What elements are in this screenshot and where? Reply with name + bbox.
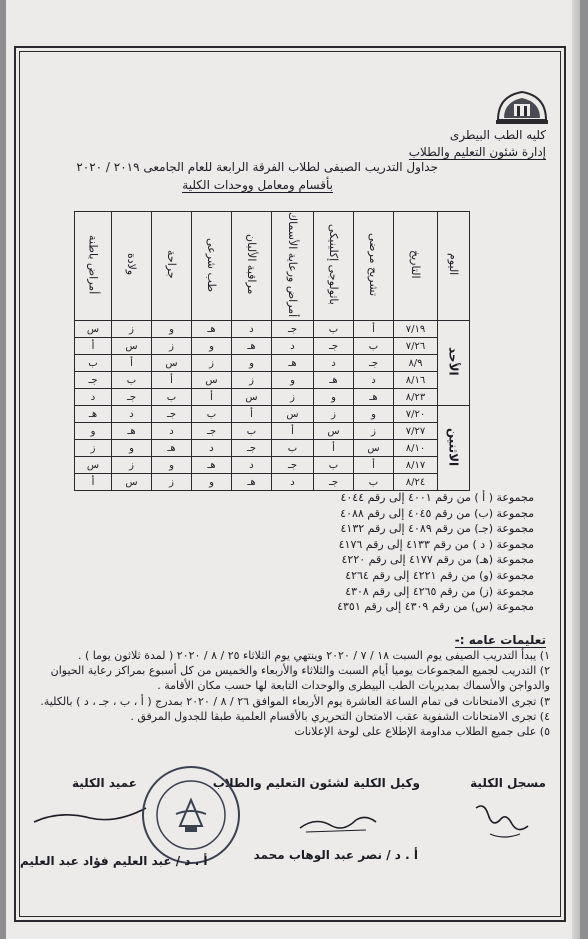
table-row [75,457,470,474]
table-cell: س [272,406,314,423]
table-header-row [75,212,470,321]
table-cell: أ [272,423,314,440]
table-cell: جـ [192,423,232,440]
day-cell: الاثنين [438,406,470,491]
date-cell: ٨/١٠ [394,440,438,457]
table-cell: ز [192,355,232,372]
table-cell: جـ [75,372,112,389]
table-row [75,372,470,389]
table-cell: أ [232,406,272,423]
table-cell: هـ [152,440,192,457]
table-cell: د [232,457,272,474]
table-cell: ب [354,338,394,355]
group-range-item: مجموعة (هـ) من رقم ٤١٧٧ إلى رقم ٤٢٢٠ [341,553,534,567]
column-header: باثولوجى إكلينيكى [314,212,354,321]
date-cell: ٧/٢٠ [394,406,438,423]
instruction-item: ٥) على جميع الطلاب مداومة الإطلاع على لوحة الإعلانات [294,725,550,739]
column-header: مراقبة الألبان [232,212,272,321]
day-cell: الأحد [438,321,470,406]
table-cell: س [75,321,112,338]
table-row [75,440,470,457]
faculty-name: كليه الطب البيطرى [449,128,546,142]
table-cell: ب [192,406,232,423]
column-header: ولادة [112,212,152,321]
vice-dean-signature [296,808,380,838]
table-cell: أ [192,389,232,406]
table-row [75,321,470,338]
group-range-item: مجموعة (و) من رقم ٤٢٢١ إلى رقم ٤٢٦٤ [345,568,534,582]
instructions-title: تعليمات عامه :- [454,633,546,647]
table-cell: جـ [314,474,354,491]
table-cell: أ [354,321,394,338]
date-cell: ٧/١٩ [394,321,438,338]
table-cell: و [232,355,272,372]
official-seal-icon [140,764,242,866]
table-cell: هـ [232,474,272,491]
registrar-title: مسجل الكلية [470,776,546,790]
table-cell: هـ [75,406,112,423]
group-range-item: مجموعة (ز) من رقم ٤٢٦٥ إلى رقم ٤٣٠٨ [345,584,534,598]
table-cell: س [75,457,112,474]
table-cell: جـ [314,338,354,355]
table-cell: جـ [272,457,314,474]
table-cell: د [272,338,314,355]
table-cell: و [354,406,394,423]
table-cell: ز [354,423,394,440]
table-row [75,355,470,372]
table-row [75,338,470,355]
group-range-item: مجموعة ( أ ) من رقم ٤٠٠١ إلى رقم ٤٠٤٤ [340,491,534,504]
registrar-signature [470,798,540,842]
group-range-item: مجموعة (س) من رقم ٤٣٠٩ إلى رقم ٤٣٥١ [337,600,534,614]
group-ranges [337,490,534,615]
table-cell: هـ [314,372,354,389]
table-cell: س [192,372,232,389]
vice-dean-title: وكيل الكلية لشئون التعليم والطلاب [212,776,420,790]
department-name: إدارة شئون التعليم والطلاب [408,145,546,159]
date-cell: ٨/١٦ [394,372,438,389]
table-row [75,423,470,440]
table-cell: و [272,372,314,389]
table-cell: ز [112,321,152,338]
table-cell: جـ [272,321,314,338]
table-cell: و [112,440,152,457]
table-cell: س [112,474,152,491]
table-cell: ز [112,457,152,474]
table-cell: ب [232,423,272,440]
table-cell: و [75,423,112,440]
table-cell: و [314,389,354,406]
instruction-item: ٣) تجرى الامتحانات فى تمام الساعة العاشرة يوم الأربعاء الموافق ٢٦ / ٨ / ٢٠٢٠ بمدرج ( أ ، ب ، جـ ، د ) بالكلية. [40,694,550,708]
table-cell: س [112,338,152,355]
table-cell: ب [152,389,192,406]
table-cell: و [152,321,192,338]
document-title: جداول التدريب الصيفى لطلاب الفرقة الرابعة للعام الجامعى ٢٠١٩ / ٢٠٢٠ [76,160,438,174]
table-cell: ز [75,440,112,457]
table-cell: أ [75,338,112,355]
table-cell: هـ [192,321,232,338]
dean-name: أ . د / عبد العليم فؤاد عبد العليم [20,854,208,868]
column-header: جراحة [152,212,192,321]
table-cell: هـ [192,457,232,474]
table-cell: د [112,406,152,423]
column-header: طب شرعى [192,212,232,321]
instruction-item: ٢) التدريب لجميع المجموعات يوميا أيام السبت والثلاثاء والأربعاء والخميس من كل أسبوع بمراكز رعاية الحيوان والدواجن والأسماك بمديريات الطب البيطرى والوحدات التابعة لها حسب مكان الأقامة . [50,664,550,693]
table-row [75,389,470,406]
table-cell: أ [354,457,394,474]
table-cell: س [354,440,394,457]
table-cell: ب [314,321,354,338]
column-header: اليوم [438,212,470,321]
university-logo-icon [492,86,552,126]
table-cell: د [232,321,272,338]
date-cell: ٨/٢٣ [394,389,438,406]
table-cell: ز [232,372,272,389]
dean-signature [30,800,150,830]
table-cell: ب [272,440,314,457]
table-cell: ب [112,372,152,389]
table-cell: ب [354,474,394,491]
table-cell: هـ [232,338,272,355]
group-range-item: مجموعة (جـ) من رقم ٤٠٨٩ إلى رقم ٤١٣٢ [340,522,534,536]
table-cell: س [152,355,192,372]
table-cell: جـ [152,406,192,423]
column-header: تشريح مرضى [354,212,394,321]
table-cell: ز [152,338,192,355]
table-cell: جـ [232,440,272,457]
table-cell: د [152,423,192,440]
table-cell: د [354,372,394,389]
vice-dean-name: أ . د / نصر عبد الوهاب محمد [253,848,418,862]
document-subtitle: بأقسام ومعامل ووحدات الكلية [182,178,333,192]
table-cell: د [192,440,232,457]
date-cell: ٨/٢٤ [394,474,438,491]
training-schedule-table [74,211,470,491]
table-cell: جـ [112,389,152,406]
table-cell: هـ [354,389,394,406]
table-cell: د [75,389,112,406]
table-cell: هـ [272,355,314,372]
table-cell: ب [75,355,112,372]
table-cell: هـ [112,423,152,440]
date-cell: ٨/٩ [394,355,438,372]
group-range-item: مجموعة ( د ) من رقم ٤١٣٣ إلى رقم ٤١٧٦ [338,537,534,551]
table-cell: ز [152,474,192,491]
table-cell: س [314,423,354,440]
date-cell: ٨/١٧ [394,457,438,474]
table-cell: ز [272,389,314,406]
instructions-list [30,648,550,739]
group-range-item: مجموعة (ب) من رقم ٤٠٤٥ إلى رقم ٤٠٨٨ [340,506,534,520]
instruction-item: ١) يبدأ التدريب الصيفى يوم السبت ١٨ / ٧ / ٢٠٢٠ وينتهي يوم الثلاثاء ٢٥ / ٨ / ٢٠٢٠ ( لمدة ثلاثون يوما ) . [78,649,550,662]
table-row [75,474,470,491]
date-cell: ٧/٢٦ [394,338,438,355]
table-cell: جـ [354,355,394,372]
table-row [75,406,470,423]
column-header: أمراض ورعاية الأسماك [272,212,314,321]
table-cell: ب [314,457,354,474]
table-cell: و [152,457,192,474]
table-cell: و [192,474,232,491]
column-header: التاريخ [394,212,438,321]
table-cell: د [272,474,314,491]
table-cell: س [232,389,272,406]
table-cell: أ [152,372,192,389]
date-cell: ٧/٢٧ [394,423,438,440]
table-cell: د [314,355,354,372]
column-header: أمراض باطنة [75,212,112,321]
table-cell: أ [314,440,354,457]
table-cell: أ [112,355,152,372]
table-cell: و [192,338,232,355]
instruction-item: ٤) تجرى الامتحانات الشفوية عقب الامتحان التحريري بالأقسام العلمية طبقا للجدول المرفق . [130,709,550,723]
table-cell: ز [314,406,354,423]
dean-title: عميد الكلية [72,776,137,790]
table-cell: أ [75,474,112,491]
